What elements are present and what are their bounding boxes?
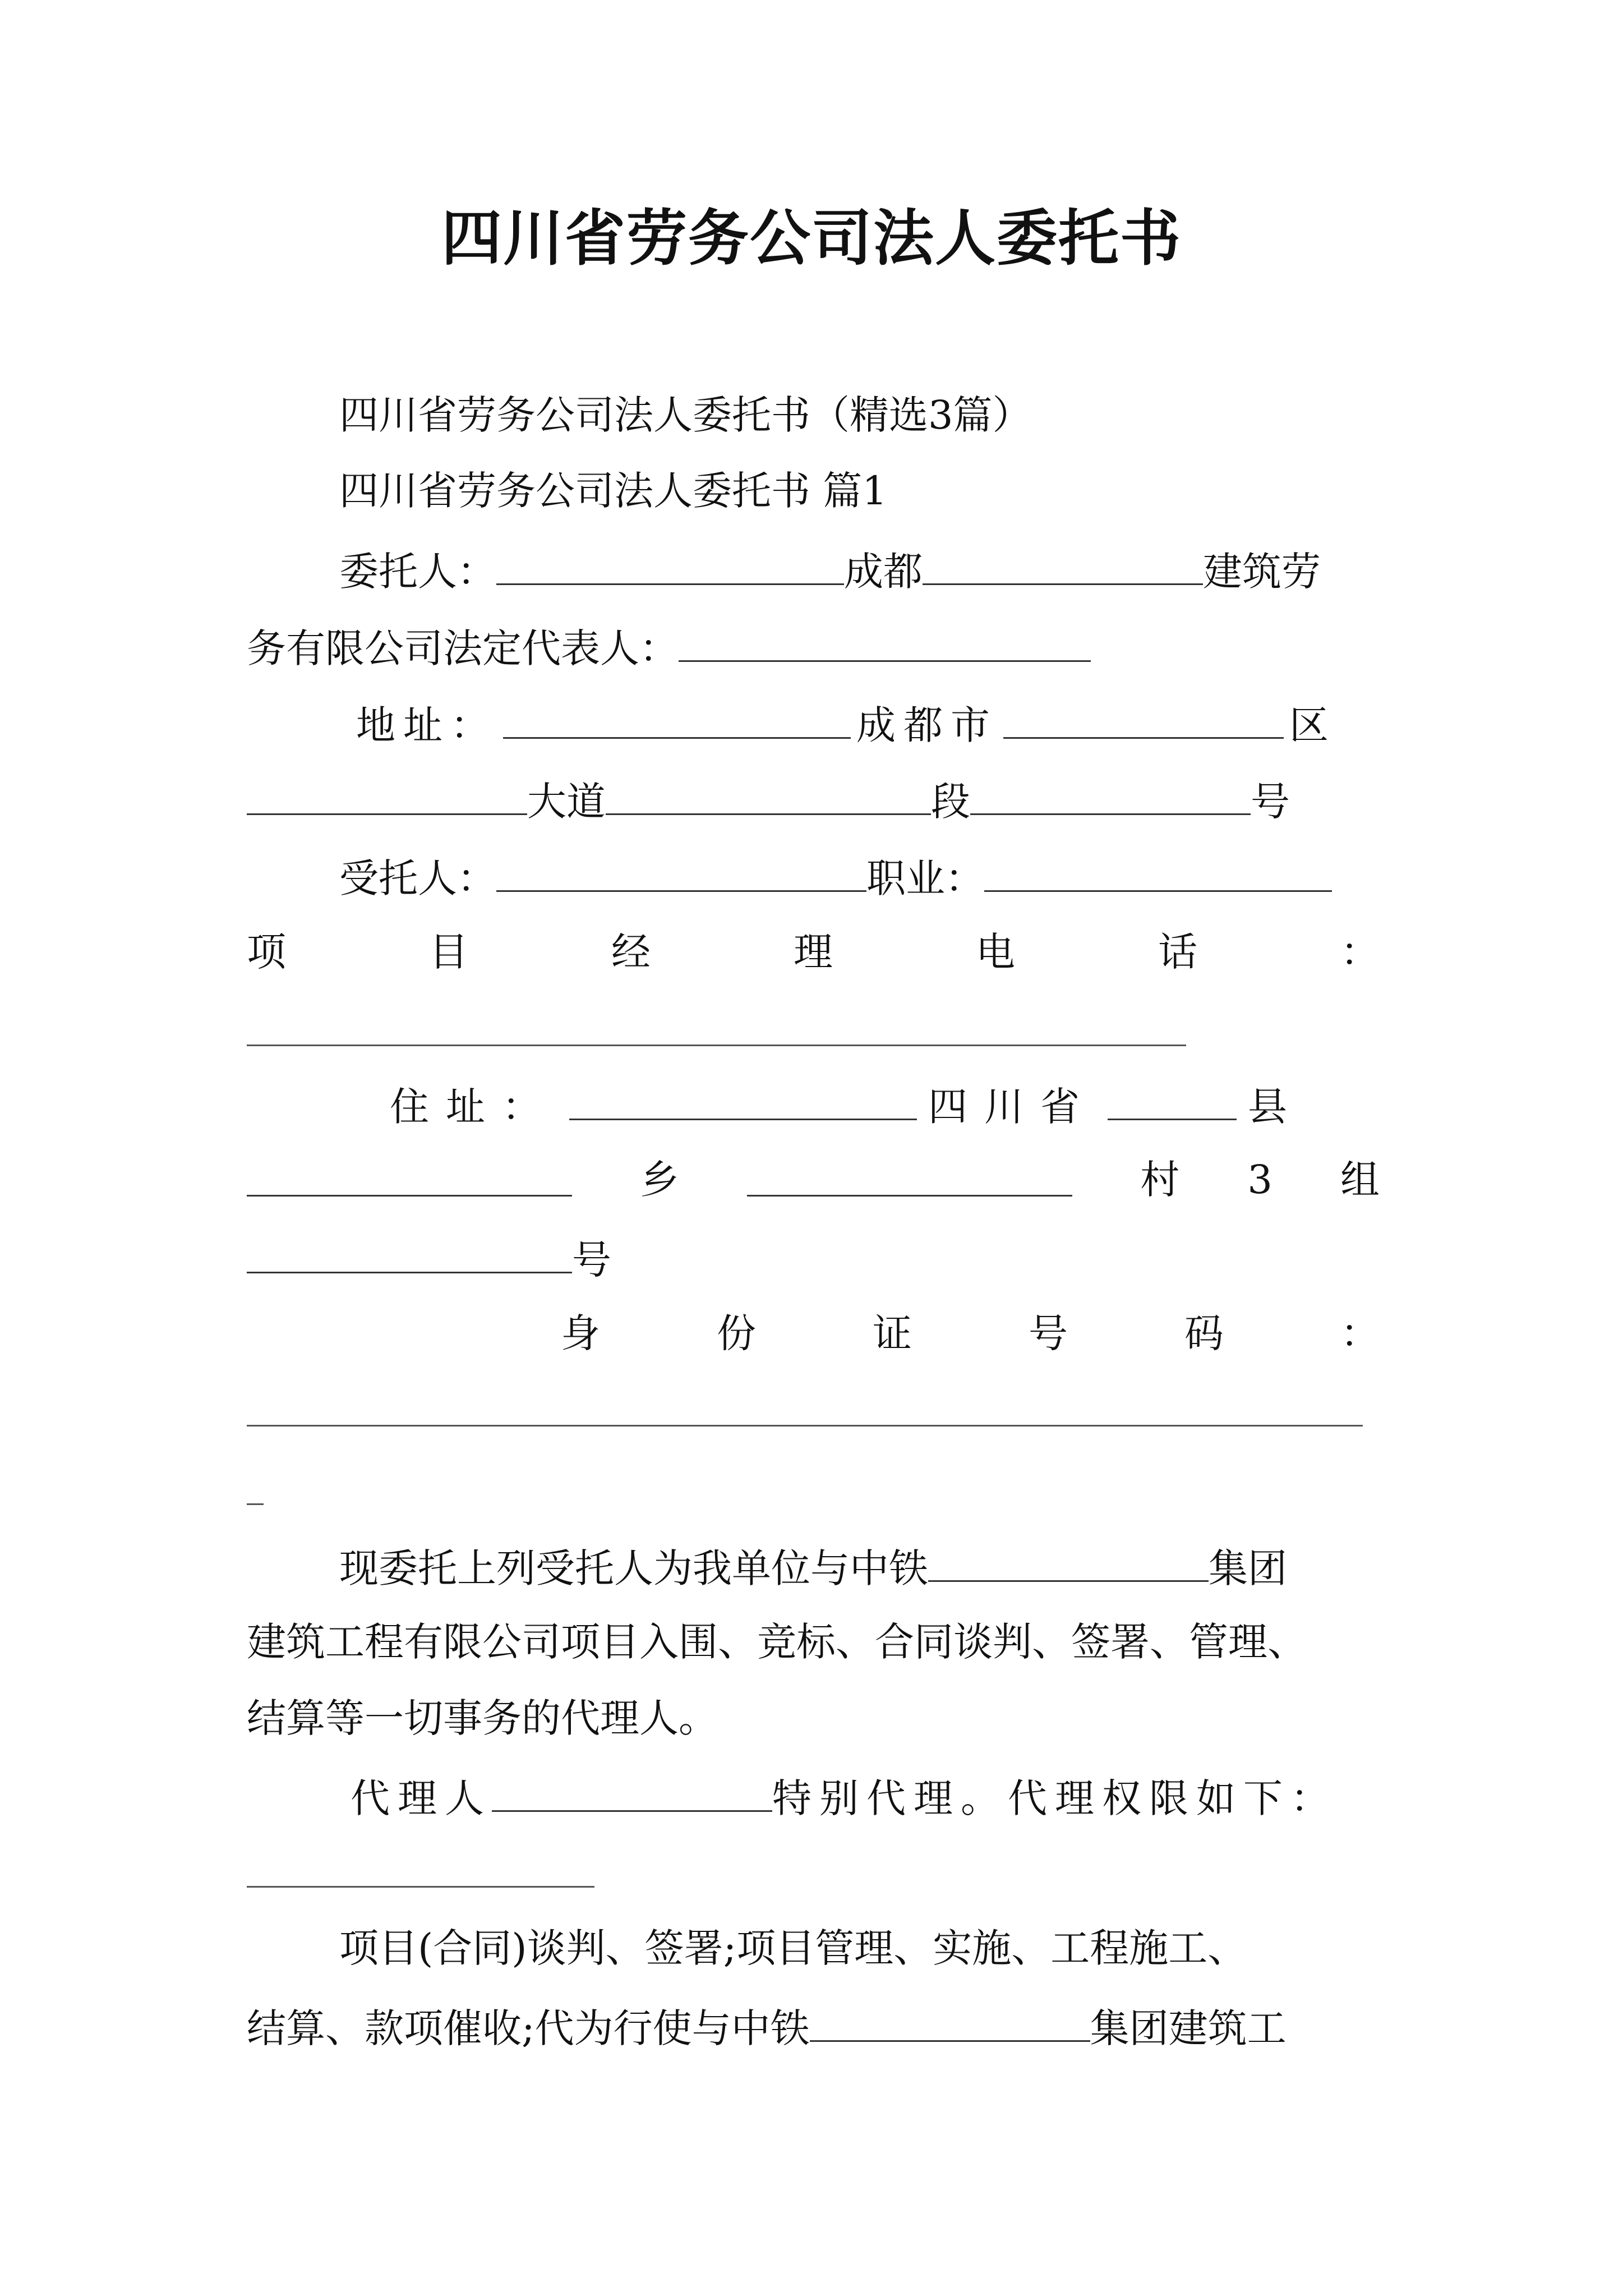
road-blank (606, 773, 931, 815)
entrust-line-2: 建筑工程有限公司项目入围、竞标、合同谈判、签署、管理、 (247, 1619, 1307, 1665)
house-number-blank (247, 1231, 572, 1273)
id-char: 证 (873, 1310, 912, 1356)
authority-line (351, 1770, 1338, 1824)
id-char: ： (1340, 1310, 1380, 1356)
address-road: 大道 (527, 779, 606, 825)
agent-line (339, 850, 1332, 904)
scope-line-1: 项目(合同)谈判、签署;项目管理、实施、工程施工、 (339, 1925, 1247, 1971)
principal-line (339, 543, 1321, 597)
principal-name-blank (496, 543, 844, 585)
scope-group-blank (810, 2000, 1090, 2042)
residence-line-2 (247, 1154, 1380, 1205)
residence-village: 村 (1140, 1157, 1180, 1203)
group-name-blank (928, 1540, 1209, 1582)
document-heading: 四川省劳务公司法人委托书（精选3篇） (339, 392, 1032, 438)
agent-name-blank (496, 850, 866, 892)
section-blank (970, 773, 1251, 815)
address-blank-2 (1003, 697, 1284, 739)
entrust-text-b: 集团 (1209, 1545, 1287, 1591)
id-char: 码 (1184, 1310, 1224, 1356)
principal-label: 委托人： (339, 549, 496, 595)
id-char: 身 (561, 1310, 600, 1356)
residence-blank-2 (1108, 1078, 1237, 1120)
id-char: 号 (1029, 1310, 1068, 1356)
job-label: 职业： (866, 855, 984, 901)
address-number: 号 (1251, 779, 1290, 825)
principal-city: 成都 (844, 549, 923, 595)
address-line-2 (247, 773, 1290, 827)
id-number-blank-continued (247, 1503, 264, 1505)
principal-line-2 (247, 620, 1091, 674)
phone-char: 话 (1158, 929, 1197, 975)
legal-representative-label: 务有限公司法定代表人： (247, 625, 679, 671)
scope-text-a: 结算、款项催收;代为行使与中铁 (247, 2005, 810, 2051)
phone-char: ： (1340, 929, 1380, 975)
company-suffix: 建筑劳 (1203, 549, 1321, 595)
entrust-line-3: 结算等一切事务的代理人。 (247, 1695, 718, 1741)
residence-group-number: 3 (1247, 1157, 1272, 1203)
authority-label: 代理人 (351, 1775, 492, 1821)
phone-char: 电 (976, 929, 1015, 975)
company-name-blank (923, 543, 1203, 585)
phone-char: 项 (247, 929, 286, 975)
authority-blank-2 (247, 1886, 594, 1888)
address-line (356, 697, 1336, 751)
residence-number: 号 (572, 1237, 611, 1283)
entrust-text-a: 现委托上列受托人为我单位与中铁 (339, 1545, 928, 1591)
residence-province: 四川省 (928, 1084, 1096, 1130)
district-blank (247, 773, 527, 815)
legal-representative-blank (679, 620, 1091, 662)
phone-char: 理 (794, 929, 833, 975)
id-number-label (561, 1308, 1380, 1359)
entrust-line-1 (339, 1540, 1287, 1594)
scope-text-b: 集团建筑工 (1090, 2005, 1287, 2051)
part-title: 四川省劳务公司法人委托书 篇1 (339, 468, 887, 514)
address-blank-1 (503, 697, 851, 739)
residence-line (390, 1078, 1304, 1132)
residence-township: 乡 (640, 1157, 680, 1203)
address-section: 段 (931, 779, 970, 825)
id-number-blank (247, 1425, 1363, 1427)
phone-char: 经 (611, 929, 651, 975)
job-blank (984, 850, 1332, 892)
phone-char: 目 (429, 929, 468, 975)
address-label: 地址： (356, 702, 497, 748)
id-char: 份 (717, 1310, 756, 1356)
document-title: 四川省劳务公司法人委托书 (441, 203, 1182, 274)
agent-label: 受托人： (339, 855, 496, 901)
residence-label: 住址： (390, 1084, 558, 1130)
authority-blank (492, 1770, 772, 1812)
address-city: 成都市 (856, 702, 998, 748)
township-blank (747, 1154, 1072, 1197)
manager-phone-label (247, 927, 1380, 977)
address-district: 区 (1289, 702, 1336, 748)
residence-group: 组 (1340, 1157, 1380, 1203)
residence-blank-1 (569, 1078, 917, 1120)
county-blank (247, 1154, 572, 1197)
residence-line-3 (247, 1231, 611, 1285)
residence-county: 县 (1248, 1084, 1304, 1130)
scope-line-2 (247, 2000, 1287, 2054)
authority-text: 特别代理。代理权限如下： (772, 1775, 1338, 1821)
phone-blank (247, 1045, 1186, 1046)
